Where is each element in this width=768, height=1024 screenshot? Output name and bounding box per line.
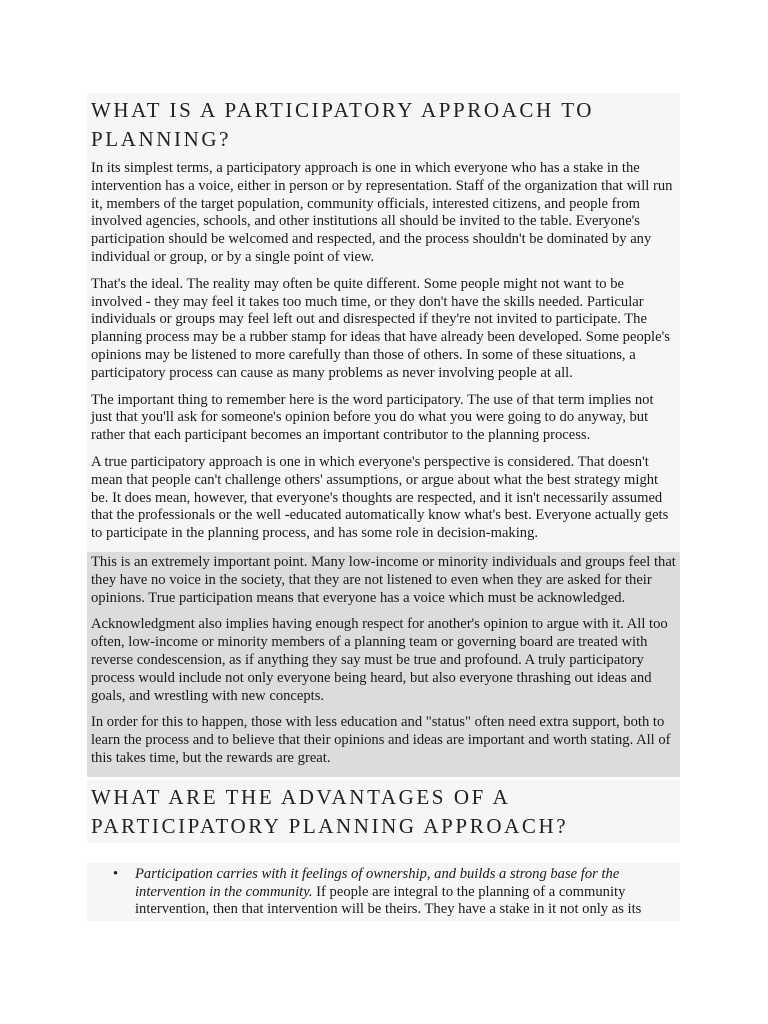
- section-participatory-approach: [87, 93, 680, 777]
- advantages-list: [87, 863, 680, 921]
- paragraph: In order for this to happen, those with less education and "status" often need extra support, both to learn the process and to believe that their opinions and ideas are important and worth stating. All of this takes time, but the rewards are great.: [91, 714, 671, 766]
- paragraph: In its simplest terms, a participatory approach is one in which everyone who has a stake in the intervention has a voice, either in person or by representation. Staff of the organization that will run it, members of the target population, community officials, interested citizens, and people from involved agencies, schools, and other institutions all should be invited to the table. Everyone's participation should be welcomed and respected, and the process shouldn't be dominated by any individual or group, or by a single point of view.: [91, 160, 673, 265]
- paragraph: That's the ideal. The reality may often be quite different. Some people might not want to be involved - they may feel it takes too much time, or they don't have the skills needed. Particular individuals or groups may feel left out and disrespected if they're not invited to participate. The planning process may be a rubber stamp for ideas that have already been developed. Some people's opinions may be listened to more carefully than those of others. In some of these situations, a participatory process can cause as many problems as never involving people at all.: [91, 275, 670, 381]
- bullet-icon: •: [113, 865, 119, 882]
- section-advantages: [87, 780, 680, 921]
- paragraph: This is an extremely important point. Many low-income or minority individuals and groups feel that they have no voice in the society, that they are not listened to even when they are asked for their opinions. True participation means that everyone has a voice which must be acknowledged.: [91, 553, 676, 606]
- paragraph: The important thing to remember here is the word participatory. The use of that term implies not just that you'll ask for someone's opinion before you do what you were going to do anyway, but rather that each participant becomes an important contributor to the planning process.: [91, 391, 654, 444]
- paragraph: Acknowledgment also implies having enough respect for another's opinion to argue with it. All too often, low-income or minority members of a planning team or governing board are treated with reverse condescension, as if anything they say must be true and profound. A truly participatory process would include not only everyone being heard, but also everyone thrashing out ideas and goals, and wrestling with new concepts.: [91, 616, 668, 704]
- section-heading: WHAT ARE THE ADVANTAGES OF A PARTICIPATORY PLANNING APPROACH?: [87, 780, 680, 843]
- section-heading: WHAT IS A PARTICIPATORY APPROACH TO PLANNING?: [87, 93, 680, 156]
- list-item-emphasis: Participation carries with it feelings of ownership, and builds a strong base for the intervention in the community.: [135, 865, 620, 900]
- document-page: [87, 93, 680, 921]
- paragraph: A true participatory approach is one in which everyone's perspective is considered. That doesn't mean that people can't challenge others' assumptions, or argue about what the best strategy might be. It does mean, however, that everyone's thoughts are respected, and it isn't necessarily assumed that the professionals or the well -educated automatically know what's best. Everyone actually gets to participate in the planning process, and has some role in decision-making.: [91, 453, 669, 542]
- intro-paragraphs: [87, 156, 680, 552]
- list-item-text: If people are integral to the planning of a community intervention, then that intervention will be theirs. They have a stake in it not only as its: [135, 883, 642, 918]
- list-item: [113, 865, 676, 919]
- highlighted-note: [87, 552, 680, 777]
